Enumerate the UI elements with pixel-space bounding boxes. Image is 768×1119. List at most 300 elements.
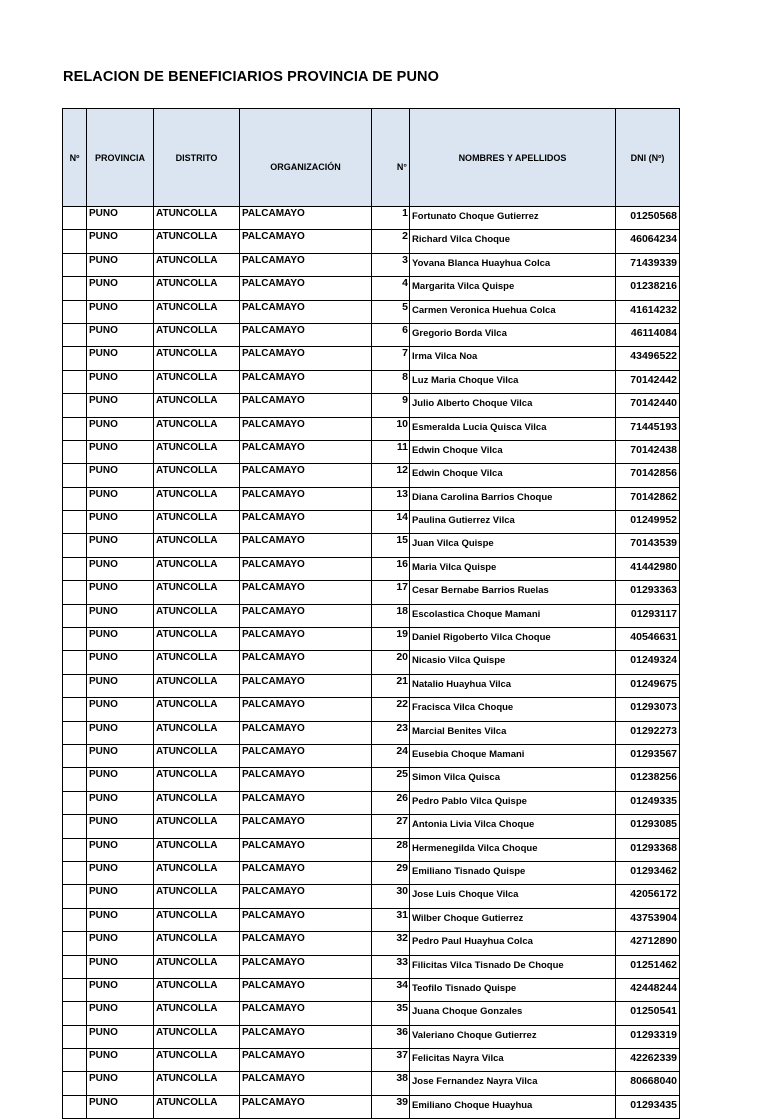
cell-dni: 71439339 xyxy=(616,253,680,276)
cell-distrito: ATUNCOLLA xyxy=(154,207,240,230)
cell-organizacion: PALCAMAYO xyxy=(240,721,372,744)
cell-distrito: ATUNCOLLA xyxy=(154,1072,240,1095)
cell-provincia: PUNO xyxy=(87,885,154,908)
cell-nombre: Juana Choque Gonzales xyxy=(410,1002,616,1025)
cell-distrito: ATUNCOLLA xyxy=(154,628,240,651)
cell-dni: 70142856 xyxy=(616,464,680,487)
cell-distrito: ATUNCOLLA xyxy=(154,838,240,861)
cell-nombre: Diana Carolina Barrios Choque xyxy=(410,487,616,510)
cell-num: 27 xyxy=(372,815,410,838)
cell-dni: 01249675 xyxy=(616,674,680,697)
table-row xyxy=(63,908,680,931)
cell-organizacion: PALCAMAYO xyxy=(240,955,372,978)
cell-no xyxy=(63,838,87,861)
cell-provincia: PUNO xyxy=(87,815,154,838)
table-row xyxy=(63,347,680,370)
cell-dni: 70142438 xyxy=(616,440,680,463)
cell-distrito: ATUNCOLLA xyxy=(154,815,240,838)
cell-nombre: Eusebia Choque Mamani xyxy=(410,744,616,767)
cell-dni: 01293073 xyxy=(616,698,680,721)
cell-nombre: Valeriano Choque Gutierrez xyxy=(410,1025,616,1048)
table-row xyxy=(63,1002,680,1025)
cell-num: 9 xyxy=(372,394,410,417)
page-title: RELACION DE BENEFICIARIOS PROVINCIA DE PUNO xyxy=(63,69,439,85)
cell-nombre: Felicitas Nayra Vilca xyxy=(410,1049,616,1072)
table-row xyxy=(63,394,680,417)
table-row xyxy=(63,674,680,697)
cell-dni: 01293567 xyxy=(616,744,680,767)
cell-dni: 01238216 xyxy=(616,277,680,300)
cell-nombre: Simon Vilca Quisca xyxy=(410,768,616,791)
cell-provincia: PUNO xyxy=(87,908,154,931)
cell-no xyxy=(63,277,87,300)
cell-no xyxy=(63,628,87,651)
table-row xyxy=(63,534,680,557)
cell-distrito: ATUNCOLLA xyxy=(154,885,240,908)
cell-no xyxy=(63,604,87,627)
cell-distrito: ATUNCOLLA xyxy=(154,253,240,276)
cell-nombre: Pedro Paul Huayhua Colca xyxy=(410,932,616,955)
cell-organizacion: PALCAMAYO xyxy=(240,277,372,300)
cell-nombre: Juan Vilca Quispe xyxy=(410,534,616,557)
cell-dni: 01293363 xyxy=(616,581,680,604)
cell-nombre: Edwin Choque Vilca xyxy=(410,440,616,463)
cell-dni: 01249335 xyxy=(616,791,680,814)
cell-distrito: ATUNCOLLA xyxy=(154,674,240,697)
table-row xyxy=(63,557,680,580)
cell-provincia: PUNO xyxy=(87,628,154,651)
header-distrito: DISTRITO xyxy=(154,109,240,207)
cell-organizacion: PALCAMAYO xyxy=(240,861,372,884)
cell-dni: 43496522 xyxy=(616,347,680,370)
cell-nombre: Daniel Rigoberto Vilca Choque xyxy=(410,628,616,651)
cell-no xyxy=(63,932,87,955)
table-row xyxy=(63,1049,680,1072)
cell-num: 2 xyxy=(372,230,410,253)
cell-no xyxy=(63,698,87,721)
cell-num: 15 xyxy=(372,534,410,557)
cell-num: 32 xyxy=(372,932,410,955)
cell-distrito: ATUNCOLLA xyxy=(154,370,240,393)
cell-no xyxy=(63,581,87,604)
table-row xyxy=(63,744,680,767)
cell-provincia: PUNO xyxy=(87,698,154,721)
table-row xyxy=(63,791,680,814)
table-row xyxy=(63,230,680,253)
cell-distrito: ATUNCOLLA xyxy=(154,1002,240,1025)
cell-provincia: PUNO xyxy=(87,651,154,674)
cell-num: 7 xyxy=(372,347,410,370)
table-row xyxy=(63,464,680,487)
cell-distrito: ATUNCOLLA xyxy=(154,323,240,346)
cell-distrito: ATUNCOLLA xyxy=(154,1049,240,1072)
cell-dni: 01250568 xyxy=(616,207,680,230)
cell-num: 34 xyxy=(372,978,410,1001)
cell-organizacion: PALCAMAYO xyxy=(240,300,372,323)
cell-provincia: PUNO xyxy=(87,768,154,791)
cell-distrito: ATUNCOLLA xyxy=(154,1025,240,1048)
table-row xyxy=(63,1025,680,1048)
cell-distrito: ATUNCOLLA xyxy=(154,394,240,417)
cell-num: 30 xyxy=(372,885,410,908)
table-row xyxy=(63,370,680,393)
table-row xyxy=(63,300,680,323)
cell-num: 37 xyxy=(372,1049,410,1072)
cell-organizacion: PALCAMAYO xyxy=(240,347,372,370)
cell-provincia: PUNO xyxy=(87,1002,154,1025)
cell-num: 35 xyxy=(372,1002,410,1025)
cell-organizacion: PALCAMAYO xyxy=(240,323,372,346)
table-row xyxy=(63,628,680,651)
cell-num: 14 xyxy=(372,511,410,534)
cell-num: 5 xyxy=(372,300,410,323)
cell-organizacion: PALCAMAYO xyxy=(240,698,372,721)
cell-provincia: PUNO xyxy=(87,557,154,580)
cell-dni: 01251462 xyxy=(616,955,680,978)
cell-nombre: Wilber Choque Gutierrez xyxy=(410,908,616,931)
cell-organizacion: PALCAMAYO xyxy=(240,604,372,627)
cell-no xyxy=(63,815,87,838)
cell-no xyxy=(63,744,87,767)
cell-nombre: Luz Maria Choque Vilca xyxy=(410,370,616,393)
cell-organizacion: PALCAMAYO xyxy=(240,674,372,697)
cell-dni: 42448244 xyxy=(616,978,680,1001)
cell-organizacion: PALCAMAYO xyxy=(240,557,372,580)
cell-num: 16 xyxy=(372,557,410,580)
table-body xyxy=(63,207,680,1119)
cell-nombre: Emiliano Choque Huayhua xyxy=(410,1095,616,1118)
cell-num: 3 xyxy=(372,253,410,276)
cell-num: 1 xyxy=(372,207,410,230)
cell-dni: 46114084 xyxy=(616,323,680,346)
cell-nombre: Gregorio Borda Vilca xyxy=(410,323,616,346)
cell-num: 36 xyxy=(372,1025,410,1048)
header-nombres: NOMBRES Y APELLIDOS xyxy=(410,109,616,207)
cell-nombre: Margarita Vilca Quispe xyxy=(410,277,616,300)
cell-no xyxy=(63,1002,87,1025)
cell-dni: 42712890 xyxy=(616,932,680,955)
cell-organizacion: PALCAMAYO xyxy=(240,744,372,767)
cell-num: 26 xyxy=(372,791,410,814)
cell-num: 33 xyxy=(372,955,410,978)
cell-provincia: PUNO xyxy=(87,861,154,884)
cell-provincia: PUNO xyxy=(87,207,154,230)
cell-provincia: PUNO xyxy=(87,347,154,370)
cell-nombre: Natalio Huayhua Vilca xyxy=(410,674,616,697)
cell-distrito: ATUNCOLLA xyxy=(154,230,240,253)
cell-num: 17 xyxy=(372,581,410,604)
cell-nombre: Esmeralda Lucia Quisca Vilca xyxy=(410,417,616,440)
cell-no xyxy=(63,768,87,791)
cell-provincia: PUNO xyxy=(87,253,154,276)
cell-distrito: ATUNCOLLA xyxy=(154,440,240,463)
cell-nombre: Richard Vilca Choque xyxy=(410,230,616,253)
cell-provincia: PUNO xyxy=(87,417,154,440)
cell-no xyxy=(63,394,87,417)
cell-dni: 01293462 xyxy=(616,861,680,884)
cell-provincia: PUNO xyxy=(87,323,154,346)
cell-no xyxy=(63,1072,87,1095)
cell-nombre: Yovana Blanca Huayhua Colca xyxy=(410,253,616,276)
cell-organizacion: PALCAMAYO xyxy=(240,628,372,651)
cell-dni: 42262339 xyxy=(616,1049,680,1072)
cell-provincia: PUNO xyxy=(87,581,154,604)
cell-organizacion: PALCAMAYO xyxy=(240,230,372,253)
table-row xyxy=(63,978,680,1001)
cell-num: 23 xyxy=(372,721,410,744)
header-dni: DNI (Nº) xyxy=(616,109,680,207)
cell-nombre: Jose Luis Choque Vilca xyxy=(410,885,616,908)
cell-nombre: Antonia Livia Vilca Choque xyxy=(410,815,616,838)
cell-dni: 01250541 xyxy=(616,1002,680,1025)
cell-nombre: Fracisca Vilca Choque xyxy=(410,698,616,721)
cell-no xyxy=(63,721,87,744)
cell-provincia: PUNO xyxy=(87,744,154,767)
cell-distrito: ATUNCOLLA xyxy=(154,744,240,767)
cell-organizacion: PALCAMAYO xyxy=(240,791,372,814)
cell-num: 21 xyxy=(372,674,410,697)
cell-provincia: PUNO xyxy=(87,955,154,978)
cell-distrito: ATUNCOLLA xyxy=(154,557,240,580)
cell-dni: 71445193 xyxy=(616,417,680,440)
cell-distrito: ATUNCOLLA xyxy=(154,300,240,323)
cell-num: 19 xyxy=(372,628,410,651)
cell-organizacion: PALCAMAYO xyxy=(240,394,372,417)
table-row xyxy=(63,885,680,908)
table-row xyxy=(63,698,680,721)
cell-nombre: Emiliano Tisnado Quispe xyxy=(410,861,616,884)
cell-no xyxy=(63,908,87,931)
cell-provincia: PUNO xyxy=(87,721,154,744)
cell-nombre: Carmen Veronica Huehua Colca xyxy=(410,300,616,323)
cell-nombre: Hermenegilda Vilca Choque xyxy=(410,838,616,861)
cell-dni: 01249952 xyxy=(616,511,680,534)
cell-provincia: PUNO xyxy=(87,534,154,557)
cell-no xyxy=(63,370,87,393)
cell-distrito: ATUNCOLLA xyxy=(154,604,240,627)
cell-dni: 01293319 xyxy=(616,1025,680,1048)
cell-num: 12 xyxy=(372,464,410,487)
table-row xyxy=(63,768,680,791)
cell-dni: 01249324 xyxy=(616,651,680,674)
cell-organizacion: PALCAMAYO xyxy=(240,885,372,908)
cell-provincia: PUNO xyxy=(87,230,154,253)
table-row xyxy=(63,815,680,838)
cell-organizacion: PALCAMAYO xyxy=(240,487,372,510)
table-row xyxy=(63,511,680,534)
cell-num: 31 xyxy=(372,908,410,931)
header-num: N° xyxy=(372,109,410,207)
cell-nombre: Irma Vilca Noa xyxy=(410,347,616,370)
cell-distrito: ATUNCOLLA xyxy=(154,791,240,814)
cell-organizacion: PALCAMAYO xyxy=(240,581,372,604)
table-row xyxy=(63,207,680,230)
cell-distrito: ATUNCOLLA xyxy=(154,861,240,884)
cell-num: 11 xyxy=(372,440,410,463)
cell-dni: 40546631 xyxy=(616,628,680,651)
table-row xyxy=(63,721,680,744)
table-row xyxy=(63,932,680,955)
cell-nombre: Edwin Choque Vilca xyxy=(410,464,616,487)
cell-num: 24 xyxy=(372,744,410,767)
table-row xyxy=(63,838,680,861)
cell-distrito: ATUNCOLLA xyxy=(154,417,240,440)
cell-provincia: PUNO xyxy=(87,277,154,300)
cell-no xyxy=(63,300,87,323)
table-row xyxy=(63,651,680,674)
cell-no xyxy=(63,861,87,884)
cell-no xyxy=(63,674,87,697)
header-no: Nº xyxy=(63,109,87,207)
cell-distrito: ATUNCOLLA xyxy=(154,955,240,978)
cell-nombre: Maria Vilca Quispe xyxy=(410,557,616,580)
cell-no xyxy=(63,534,87,557)
cell-provincia: PUNO xyxy=(87,1025,154,1048)
cell-no xyxy=(63,1095,87,1118)
cell-num: 38 xyxy=(372,1072,410,1095)
cell-nombre: Teofilo Tisnado Quispe xyxy=(410,978,616,1001)
cell-nombre: Filicitas Vilca Tisnado De Choque xyxy=(410,955,616,978)
table-row xyxy=(63,487,680,510)
cell-no xyxy=(63,885,87,908)
table-row xyxy=(63,604,680,627)
cell-dni: 01293368 xyxy=(616,838,680,861)
cell-organizacion: PALCAMAYO xyxy=(240,908,372,931)
cell-nombre: Nicasio Vilca Quispe xyxy=(410,651,616,674)
cell-distrito: ATUNCOLLA xyxy=(154,721,240,744)
cell-provincia: PUNO xyxy=(87,440,154,463)
cell-distrito: ATUNCOLLA xyxy=(154,581,240,604)
cell-organizacion: PALCAMAYO xyxy=(240,534,372,557)
cell-nombre: Pedro Pablo Vilca Quispe xyxy=(410,791,616,814)
cell-dni: 43753904 xyxy=(616,908,680,931)
cell-provincia: PUNO xyxy=(87,300,154,323)
cell-no xyxy=(63,253,87,276)
header-organizacion: ORGANIZACIÓN xyxy=(240,109,372,207)
cell-dni: 01293117 xyxy=(616,604,680,627)
cell-no xyxy=(63,464,87,487)
cell-provincia: PUNO xyxy=(87,674,154,697)
cell-distrito: ATUNCOLLA xyxy=(154,978,240,1001)
cell-provincia: PUNO xyxy=(87,370,154,393)
cell-provincia: PUNO xyxy=(87,838,154,861)
cell-dni: 46064234 xyxy=(616,230,680,253)
cell-organizacion: PALCAMAYO xyxy=(240,1049,372,1072)
cell-no xyxy=(63,791,87,814)
cell-organizacion: PALCAMAYO xyxy=(240,464,372,487)
cell-organizacion: PALCAMAYO xyxy=(240,207,372,230)
table-row xyxy=(63,323,680,346)
cell-provincia: PUNO xyxy=(87,487,154,510)
cell-distrito: ATUNCOLLA xyxy=(154,277,240,300)
cell-organizacion: PALCAMAYO xyxy=(240,370,372,393)
cell-no xyxy=(63,511,87,534)
cell-distrito: ATUNCOLLA xyxy=(154,651,240,674)
cell-no xyxy=(63,1049,87,1072)
cell-dni: 70142440 xyxy=(616,394,680,417)
cell-distrito: ATUNCOLLA xyxy=(154,464,240,487)
cell-num: 18 xyxy=(372,604,410,627)
cell-num: 4 xyxy=(372,277,410,300)
cell-organizacion: PALCAMAYO xyxy=(240,511,372,534)
table-row xyxy=(63,440,680,463)
table-row xyxy=(63,861,680,884)
cell-distrito: ATUNCOLLA xyxy=(154,534,240,557)
cell-no xyxy=(63,955,87,978)
cell-num: 25 xyxy=(372,768,410,791)
cell-distrito: ATUNCOLLA xyxy=(154,511,240,534)
cell-no xyxy=(63,207,87,230)
cell-no xyxy=(63,557,87,580)
cell-distrito: ATUNCOLLA xyxy=(154,1095,240,1118)
cell-organizacion: PALCAMAYO xyxy=(240,1002,372,1025)
cell-no xyxy=(63,347,87,370)
cell-no xyxy=(63,487,87,510)
cell-num: 20 xyxy=(372,651,410,674)
cell-num: 29 xyxy=(372,861,410,884)
cell-num: 22 xyxy=(372,698,410,721)
cell-organizacion: PALCAMAYO xyxy=(240,253,372,276)
cell-nombre: Jose Fernandez Nayra Vilca xyxy=(410,1072,616,1095)
cell-organizacion: PALCAMAYO xyxy=(240,1095,372,1118)
cell-nombre: Paulina Gutierrez Vilca xyxy=(410,511,616,534)
cell-organizacion: PALCAMAYO xyxy=(240,815,372,838)
cell-nombre: Cesar Bernabe Barrios Ruelas xyxy=(410,581,616,604)
cell-distrito: ATUNCOLLA xyxy=(154,487,240,510)
cell-dni: 42056172 xyxy=(616,885,680,908)
cell-dni: 01292273 xyxy=(616,721,680,744)
cell-no xyxy=(63,230,87,253)
cell-organizacion: PALCAMAYO xyxy=(240,417,372,440)
cell-num: 10 xyxy=(372,417,410,440)
cell-provincia: PUNO xyxy=(87,511,154,534)
table-row xyxy=(63,1095,680,1118)
table-row xyxy=(63,417,680,440)
cell-nombre: Julio Alberto Choque Vilca xyxy=(410,394,616,417)
table-row xyxy=(63,1072,680,1095)
cell-organizacion: PALCAMAYO xyxy=(240,838,372,861)
cell-no xyxy=(63,440,87,463)
cell-nombre: Escolastica Choque Mamani xyxy=(410,604,616,627)
cell-distrito: ATUNCOLLA xyxy=(154,698,240,721)
cell-provincia: PUNO xyxy=(87,464,154,487)
table-header-row xyxy=(63,109,680,207)
cell-provincia: PUNO xyxy=(87,394,154,417)
cell-num: 39 xyxy=(372,1095,410,1118)
cell-provincia: PUNO xyxy=(87,604,154,627)
cell-dni: 80668040 xyxy=(616,1072,680,1095)
cell-distrito: ATUNCOLLA xyxy=(154,908,240,931)
table-row xyxy=(63,581,680,604)
cell-provincia: PUNO xyxy=(87,978,154,1001)
cell-organizacion: PALCAMAYO xyxy=(240,1072,372,1095)
cell-num: 6 xyxy=(372,323,410,346)
cell-no xyxy=(63,651,87,674)
cell-dni: 70143539 xyxy=(616,534,680,557)
cell-no xyxy=(63,1025,87,1048)
cell-distrito: ATUNCOLLA xyxy=(154,768,240,791)
cell-provincia: PUNO xyxy=(87,1095,154,1118)
cell-no xyxy=(63,417,87,440)
cell-organizacion: PALCAMAYO xyxy=(240,768,372,791)
cell-dni: 01293085 xyxy=(616,815,680,838)
cell-nombre: Fortunato Choque Gutierrez xyxy=(410,207,616,230)
cell-organizacion: PALCAMAYO xyxy=(240,440,372,463)
cell-num: 13 xyxy=(372,487,410,510)
cell-distrito: ATUNCOLLA xyxy=(154,347,240,370)
cell-dni: 70142862 xyxy=(616,487,680,510)
table-row xyxy=(63,253,680,276)
